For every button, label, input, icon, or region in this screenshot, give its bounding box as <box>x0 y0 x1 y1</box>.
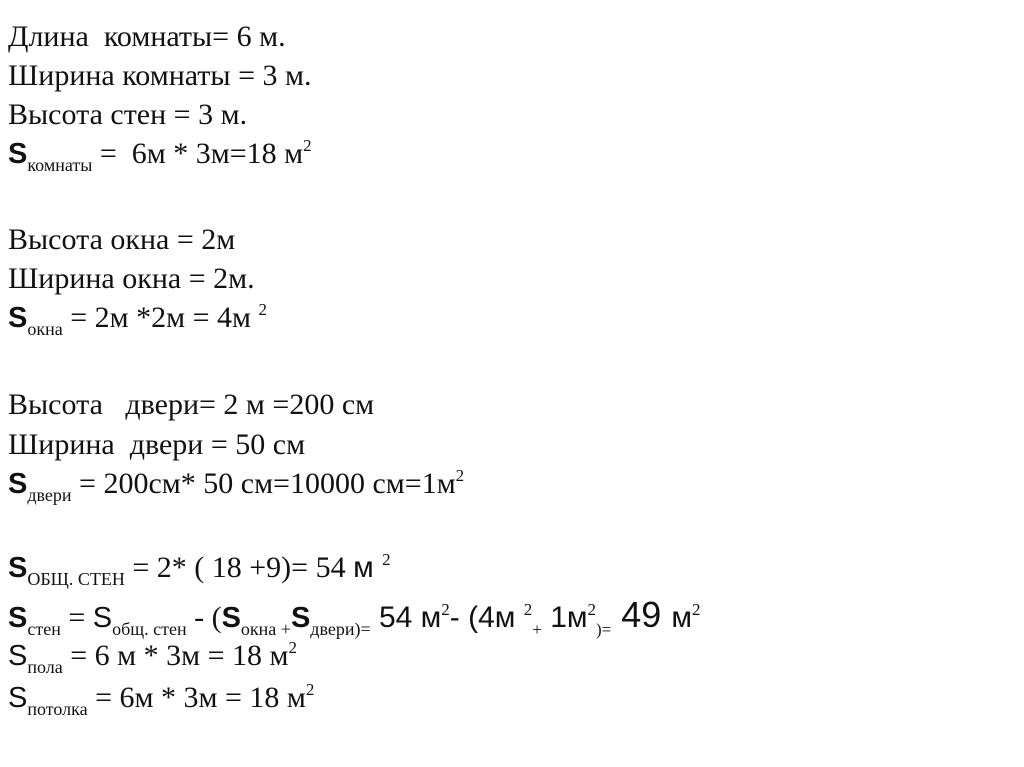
result-unit: м <box>671 601 692 634</box>
window-subscript: окна + <box>240 619 291 639</box>
total-area-symbol: S <box>92 602 113 634</box>
wall-height-line: Высота стен = 3 м. <box>8 98 248 131</box>
superscript-c: 2 <box>587 600 597 619</box>
area-subscript: ОБЩ. СТЕН <box>27 569 125 589</box>
result-value: 49 <box>611 594 672 635</box>
area-expression: = 2м *2м = 4м <box>62 301 259 334</box>
room-length-line: Длина комнаты= 6 м. <box>8 20 286 53</box>
area-symbol: S <box>8 602 28 634</box>
room-width-line: Ширина комнаты = 3 м. <box>8 59 312 92</box>
area-superscript: 2 <box>288 638 298 657</box>
result-superscript: 2 <box>691 600 701 619</box>
area-expression: = 200см* 50 см=10000 см=1м <box>71 467 456 500</box>
door-height-line: Высота двери= 2 м =200 см <box>8 388 375 421</box>
area-superscript: 2 <box>455 466 465 485</box>
expression-part-c: 1м <box>541 601 588 634</box>
area-superscript: 2 <box>382 550 391 569</box>
superscript-b: 2 <box>523 600 533 619</box>
walls-total-area-line <box>8 550 391 589</box>
total-subscript: общ. стен <box>112 619 187 639</box>
window-area-line <box>8 300 268 339</box>
area-expression: = 6м * 3м=18 м <box>92 137 304 170</box>
area-superscript: 2 <box>258 300 268 319</box>
area-subscript: пола <box>27 657 63 677</box>
area-symbol: S <box>8 302 28 334</box>
area-expression: = 6 м * 3м = 18 м <box>62 639 289 672</box>
area-superscript: 2 <box>303 136 312 155</box>
window-area-symbol: S <box>221 602 241 634</box>
door-area-line <box>8 466 465 505</box>
area-subscript: потолка <box>27 699 88 719</box>
ceiling-area-line <box>8 680 315 719</box>
walls-subscript: стен <box>27 619 61 639</box>
room-area-line <box>8 136 312 175</box>
area-symbol: S <box>8 468 28 500</box>
area-symbol: S <box>8 552 28 584</box>
door-subscript: двери)= <box>310 619 371 639</box>
area-symbol: S <box>8 682 28 714</box>
tiny-plus: + <box>532 620 542 639</box>
area-expression: = 6м * 3м = 18 м <box>87 681 306 714</box>
window-width-line: Ширина окна = 2м. <box>8 262 255 295</box>
equals-sign: = <box>60 601 93 634</box>
area-symbol: S <box>8 138 28 170</box>
area-subscript: двери <box>27 485 72 505</box>
area-subscript: комнаты <box>27 155 93 175</box>
tiny-close-paren: )= <box>596 620 612 639</box>
door-area-symbol: S <box>290 602 311 634</box>
minus-open-paren: - ( <box>186 601 222 634</box>
area-subscript: окна <box>27 319 63 339</box>
expression-part-a: 54 м <box>370 601 442 634</box>
expression-part-b: - (4м <box>449 601 524 634</box>
area-superscript: 2 <box>305 680 315 699</box>
door-width-line: Ширина двери = 50 см <box>8 428 306 461</box>
area-unit: м <box>353 551 383 584</box>
walls-net-area-line <box>8 594 701 639</box>
area-expression: = 2* ( 18 +9)= 54 <box>124 551 354 584</box>
floor-area-line <box>8 638 298 677</box>
window-height-line: Высота окна = 2м <box>8 223 236 256</box>
area-symbol: S <box>8 640 28 672</box>
superscript-a: 2 <box>441 600 450 619</box>
